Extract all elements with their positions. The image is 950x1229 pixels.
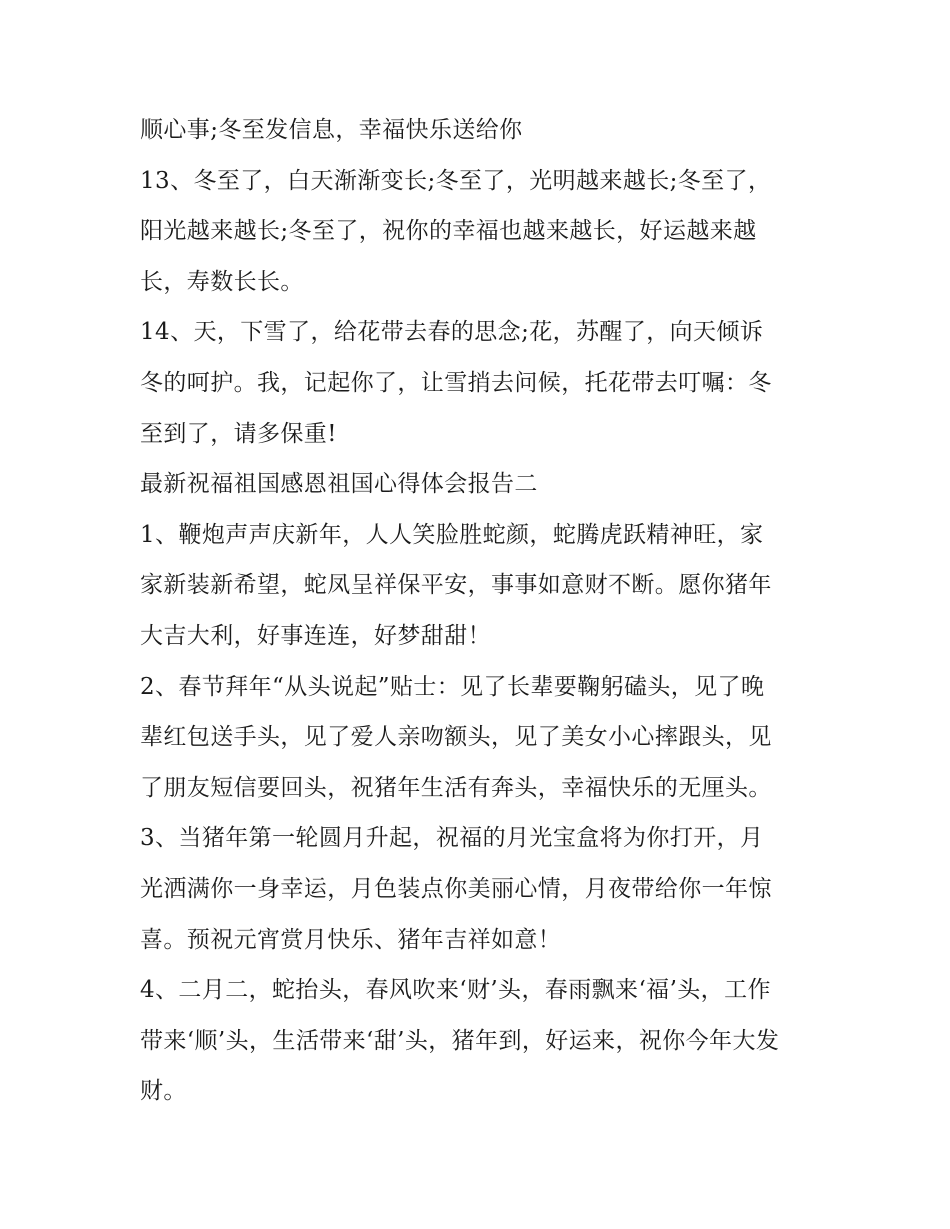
paragraph-continuation (140, 105, 820, 156)
text-line: 财。 (140, 1078, 187, 1105)
paragraph-item-2 (140, 662, 820, 814)
paragraph-item-4 (140, 965, 820, 1117)
text-line: 13、冬至了，白天渐渐变长;冬至了，光明越来越长;冬至了， (140, 167, 772, 194)
paragraph-item-13 (140, 156, 820, 308)
text-line: 阳光越来越长;冬至了，祝你的幸福也越来越长，好运越来越 (140, 218, 757, 245)
text-line: 14、天，下雪了，给花带去春的思念;花，苏醒了，向天倾诉 (140, 319, 764, 346)
text-line: 最新祝福祖国感恩祖国心得体会报告二 (140, 471, 538, 498)
text-line: 大吉大利，好事连连，好梦甜甜！ (140, 622, 491, 649)
paragraph-item-1 (140, 510, 820, 662)
text-line: 冬的呵护。我，记起你了，让雪捎去问候，托花带去叮嘱：冬 (140, 369, 772, 396)
text-line: 长，寿数长长。 (140, 268, 304, 295)
text-line: 3、当猪年第一轮圆月升起，祝福的月光宝盒将为你打开，月 (140, 825, 764, 852)
document-body (140, 105, 820, 1117)
text-line: 2、春节拜年“从头说起”贴士：见了长辈要鞠躬磕头，见了晚 (140, 673, 765, 700)
text-line: 喜。预祝元宵赏月快乐、猪年吉祥如意！ (140, 926, 562, 953)
text-line: 顺心事;冬至发信息，幸福快乐送给你 (140, 117, 523, 143)
text-line: 辈红包送手头，见了爱人亲吻额头，见了美女小心摔跟头，见 (140, 724, 772, 751)
text-line: 家新装新希望，蛇凤呈祥保平安，事事如意财不断。愿你猪年 (140, 572, 772, 599)
text-line: 1、鞭炮声声庆新年，人人笑脸胜蛇颜，蛇腾虎跃精神旺，家 (140, 521, 764, 548)
text-line: 光洒满你一身幸运，月色装点你美丽心情，月夜带给你一年惊 (140, 875, 772, 902)
text-line: 4、二月二，蛇抬头，春风吹来‘财’头，春雨飘来‘福’头，工作 (140, 977, 771, 1004)
paragraph-item-3 (140, 813, 820, 965)
text-line: 至到了，请多保重! (140, 420, 337, 447)
text-line: 带来‘顺’头，生活带来‘甜’头，猪年到，好运来，祝你今年大发 (140, 1027, 780, 1054)
text-line: 了朋友短信要回头，祝猪年生活有奔头，幸福快乐的无厘头。 (140, 774, 772, 801)
paragraph-item-14 (140, 307, 820, 459)
section-heading (140, 459, 820, 510)
